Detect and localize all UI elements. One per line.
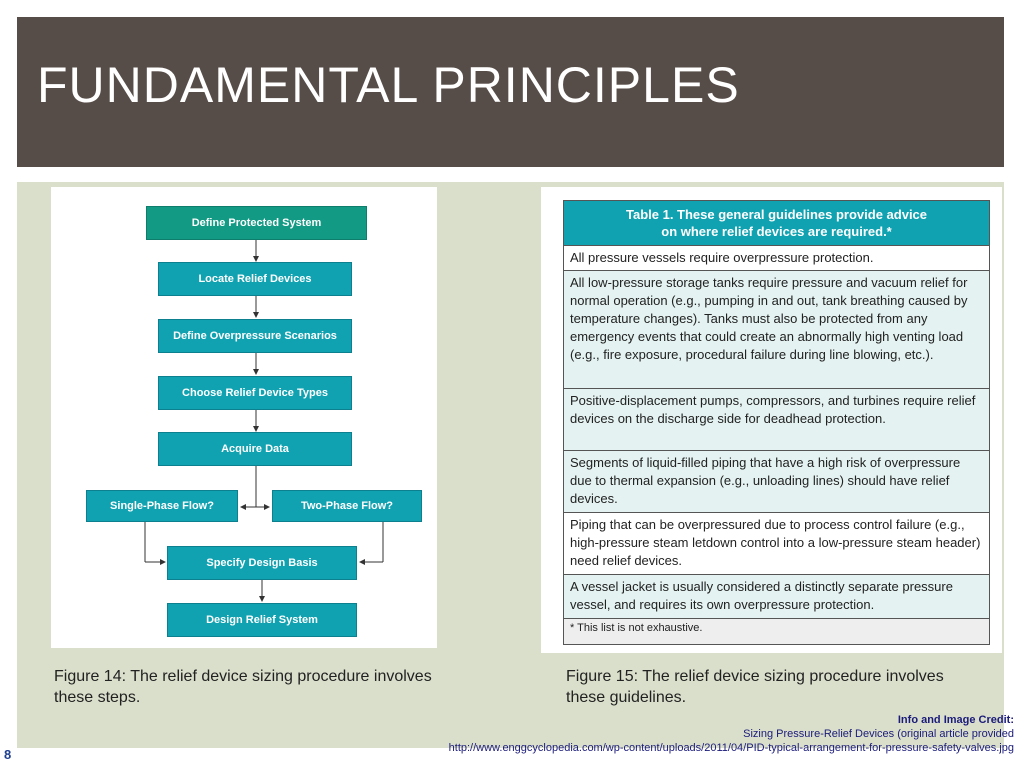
step-design-relief-system: Design Relief System [167, 603, 357, 637]
table-row: Positive-displacement pumps, compressors, and turbines require relief devices on the discharge side for deadhead protection. [564, 388, 989, 450]
table-row: All pressure vessels require overpressure protection. [564, 245, 989, 270]
step-specify-design-basis: Specify Design Basis [167, 546, 357, 580]
figure-15-label: Figure 15: [566, 668, 639, 685]
table-header [564, 201, 989, 245]
step-two-phase-flow: Two-Phase Flow? [272, 490, 422, 522]
step-choose-relief-device-types: Choose Relief Device Types [158, 376, 352, 410]
table-header-line2: on where relief devices are required.* [661, 224, 892, 239]
step-locate-relief-devices: Locate Relief Devices [158, 262, 352, 296]
figure-14-text: The relief device sizing procedure involves these steps. [54, 668, 432, 706]
step-acquire-data: Acquire Data [158, 432, 352, 466]
image-credit [449, 713, 1014, 755]
table-footnote: * This list is not exhaustive. [564, 618, 989, 644]
credit-heading: Info and Image Credit: [897, 714, 1014, 726]
credit-line2: http://www.enggcyclopedia.com/wp-content/uploads/2011/04/PID-typical-arrangement-for-pressure-safety-valves.jpg [448, 742, 1014, 754]
step-single-phase-flow: Single-Phase Flow? [86, 490, 238, 522]
table-row: A vessel jacket is usually considered a distinctly separate pressure vessel, and requires its own overpressure protection. [564, 574, 989, 618]
figure-15-caption [566, 666, 956, 708]
table-row: Piping that can be overpressured due to process control failure (e.g., high-pressure steam letdown control into a low-pressure steam header) need relief devices. [564, 512, 989, 574]
step-define-overpressure-scenarios: Define Overpressure Scenarios [158, 319, 352, 353]
figure-14-caption [54, 666, 434, 708]
table-row: Segments of liquid-filled piping that have a high risk of overpressure due to thermal expansion (e.g., unloading lines) should have relief devices. [564, 450, 989, 512]
table-row: All low-pressure storage tanks require pressure and vacuum relief for normal operation (e.g., pumping in and out, tank breathing caused by temperature changes). Tanks must also be protected from any emergency events that could create an abnormally high venting load (e.g., fire exposure, procedural failure during line blowing, etc.). [564, 270, 989, 388]
table-header-line1: Table 1. These general guidelines provide advice [625, 207, 928, 222]
slide-title: FUNDAMENTAL PRINCIPLES [37, 57, 740, 113]
guidelines-table [563, 200, 990, 645]
step-define-protected-system: Define Protected System [146, 206, 367, 240]
slide-number: 8 [4, 747, 12, 762]
figure-14-label: Figure 14: [54, 668, 127, 685]
credit-line1: Sizing Pressure-Relief Devices (original article provided [743, 728, 1014, 740]
figure-15-text: The relief device sizing procedure involves these guidelines. [566, 668, 944, 706]
